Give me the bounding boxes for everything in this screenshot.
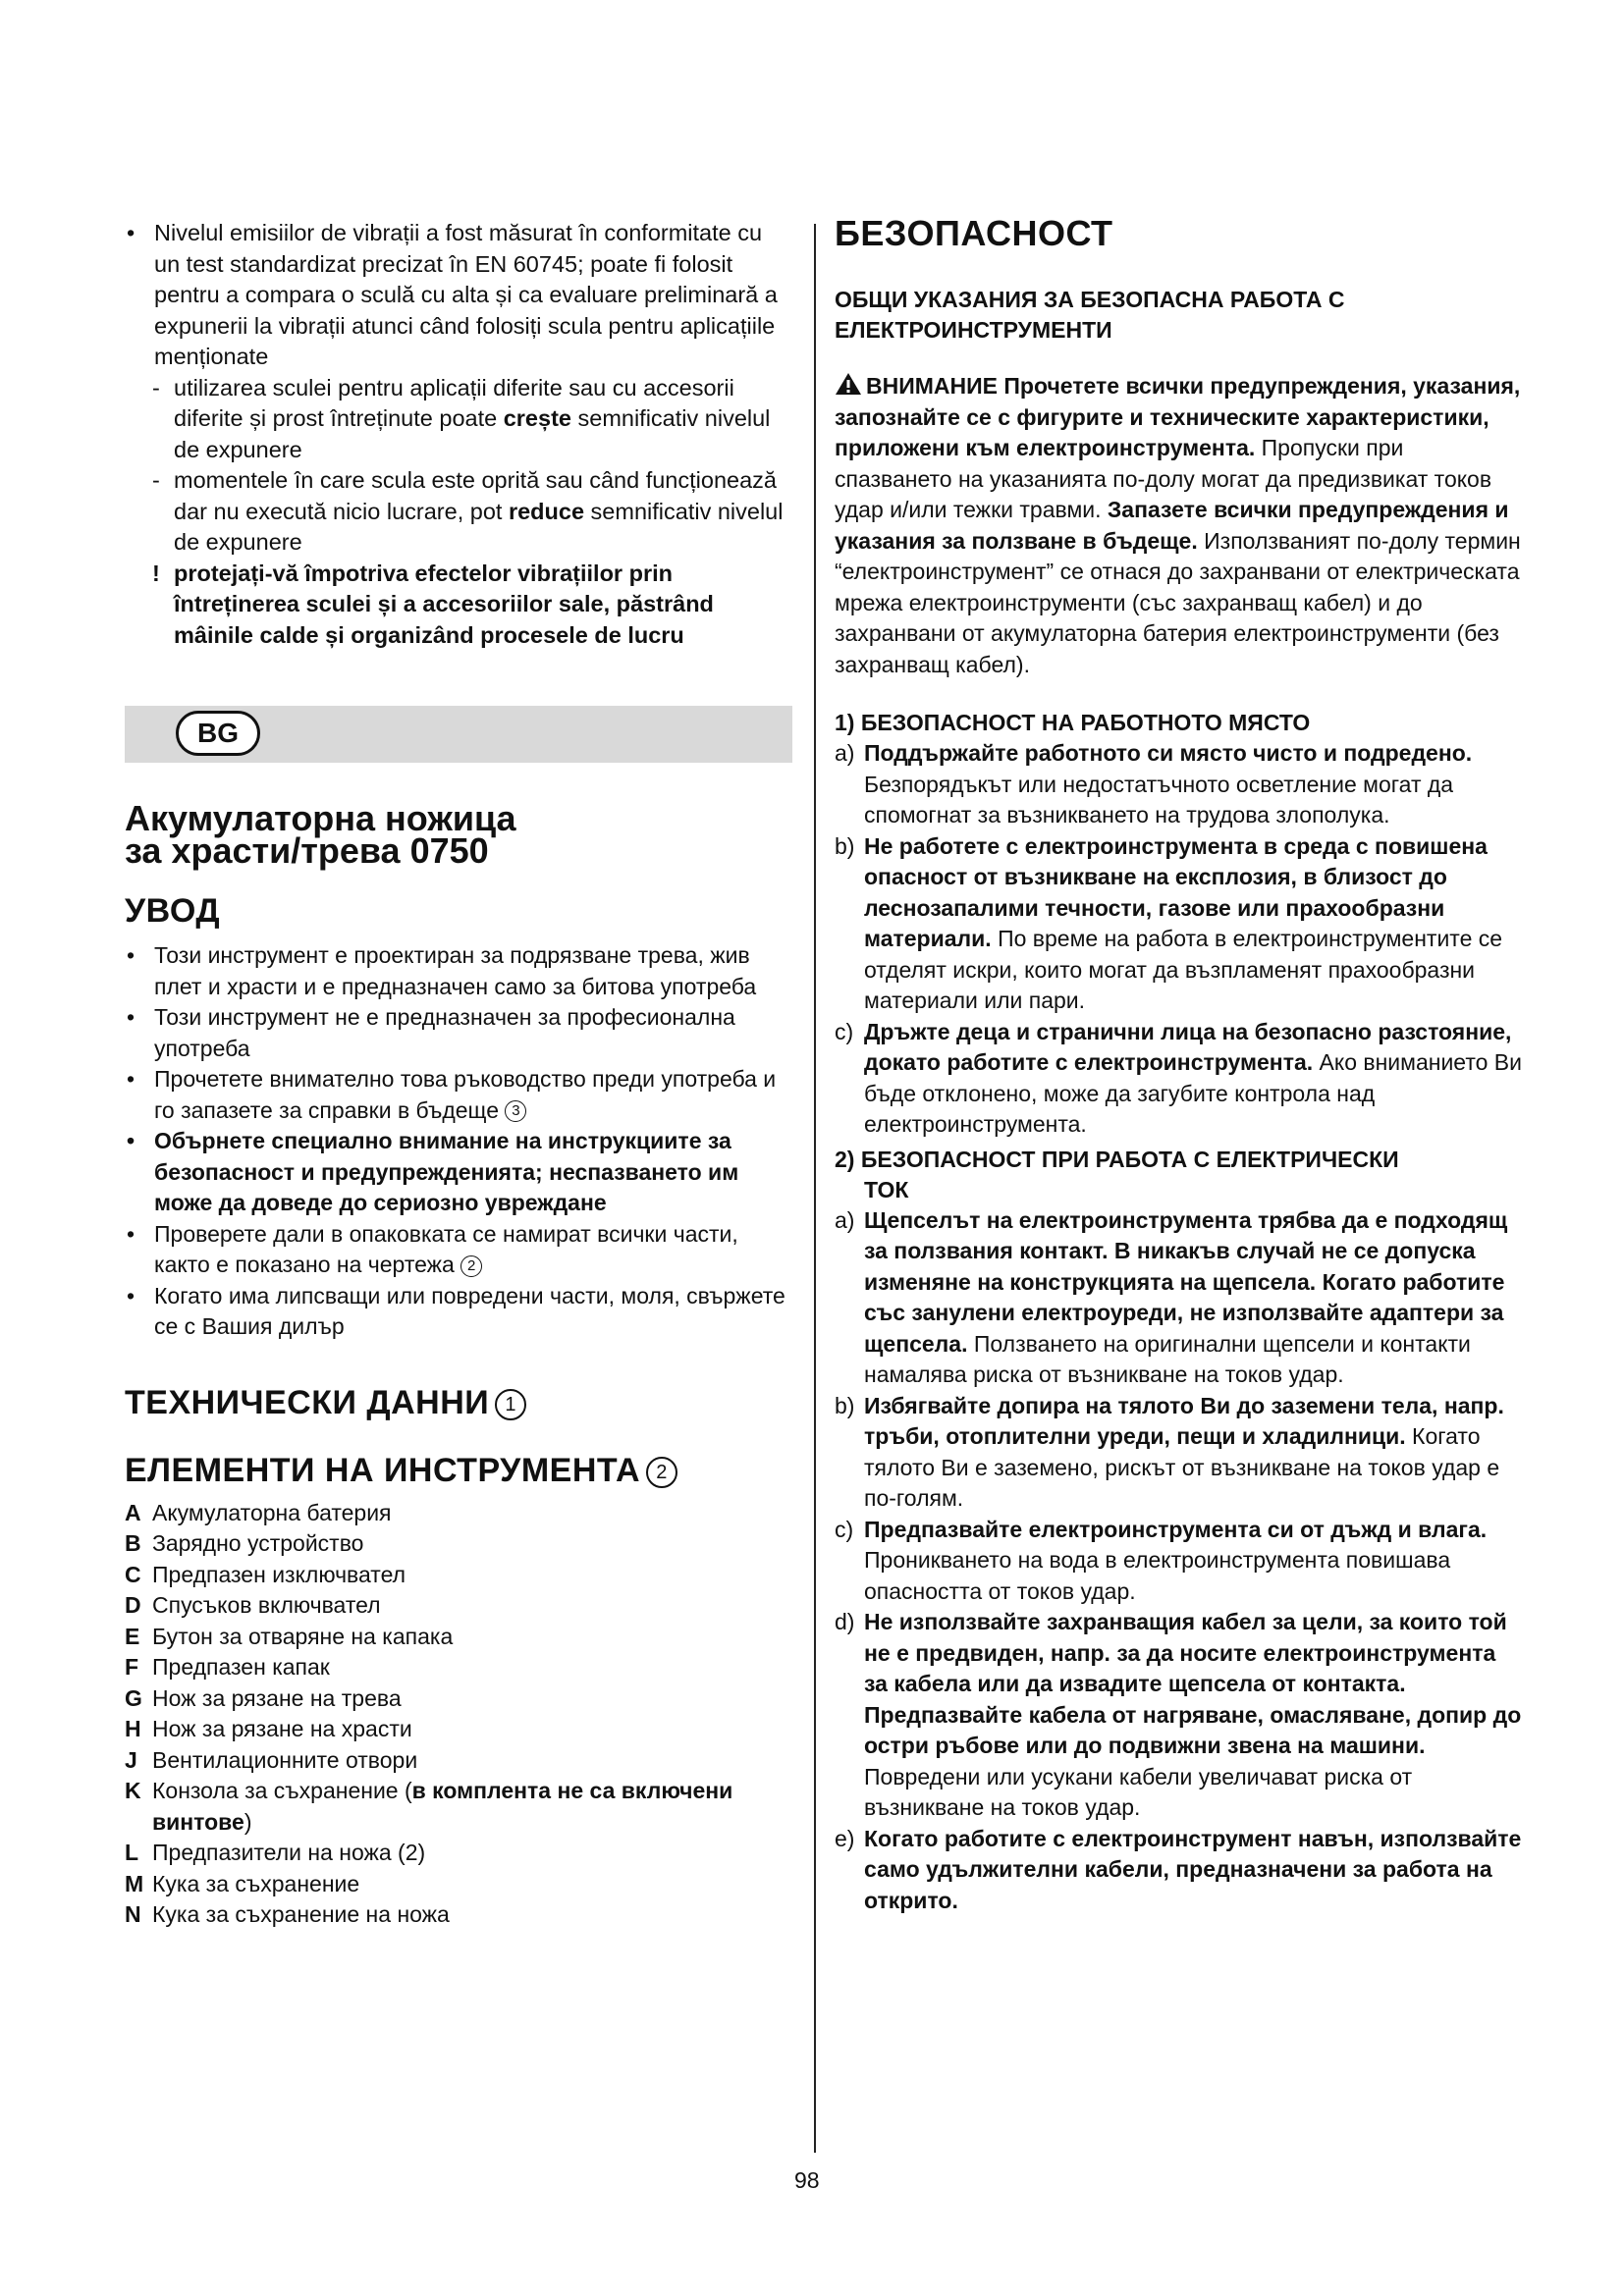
part-text: Акумулаторна батерия <box>152 1499 392 1525</box>
part-item <box>125 1899 792 1931</box>
column-divider <box>814 224 816 2153</box>
item-text: Когато тялото Ви е заземено, рискът от възникване на токов удар е по-голям. <box>864 1423 1500 1511</box>
part-letter: A <box>125 1499 141 1525</box>
warning-bold-2: Запазете всички предупреждения и указания за ползване в бъдеще. <box>835 497 1509 554</box>
list-item <box>835 1391 1522 1515</box>
general-safety-subtitle <box>835 285 1522 346</box>
part-text: Кука за съхранение на ножа <box>152 1901 450 1927</box>
romanian-vibration-notes <box>125 218 792 651</box>
figure-ref-2: 2 <box>460 1255 482 1277</box>
part-item <box>125 1622 792 1653</box>
electrical-heading-line1: 2) БЕЗОПАСНОСТ ПРИ РАБОТА С ЕЛЕКТРИЧЕСКИ <box>835 1146 1399 1172</box>
item-letter: b) <box>835 832 855 859</box>
exclamation-marker: ! <box>152 560 160 586</box>
item-letter: b) <box>835 1392 855 1418</box>
elements-heading <box>125 1452 792 1490</box>
list-item <box>835 1515 1522 1608</box>
part-letter: J <box>125 1746 137 1773</box>
part-letter: N <box>125 1901 141 1927</box>
ro-sub2-text: momentele în care scula este oprită sau când funcționează dar nu execută nicio lucrare, pot <box>174 467 777 524</box>
document-title <box>125 798 792 871</box>
item-letter: a) <box>835 740 855 766</box>
part-letter: B <box>125 1530 141 1556</box>
ro-sub1-text: utilizarea sculei pentru aplicații diferite sau cu accesorii diferite și prost întreținute poate <box>174 374 734 431</box>
item-letter: e) <box>835 1825 855 1851</box>
part-item <box>125 1745 792 1777</box>
electrical-safety-heading <box>835 1145 1522 1205</box>
electrical-safety-list <box>835 1205 1522 1917</box>
part-text: Вентилационните отвори <box>152 1746 418 1773</box>
item-bold-text: Не използвайте захранващия кабел за цели, за които той не е предвиден, напр. за да носите електроинструмента за кабела или да извадите щепсела от контакта. Предпазвайте кабела от нагряване, омасляване, допир до остри ръбове или до подвижни звена на машини. <box>864 1609 1522 1758</box>
intro-list <box>125 940 792 1343</box>
list-item <box>125 1281 792 1343</box>
safety-title: БЕЗОПАСНОСТ <box>835 213 1113 253</box>
warning-paragraph <box>835 371 1522 680</box>
part-text: Спусъков включвател <box>152 1592 381 1618</box>
intro-b2: Този инструмент не е предназначен за професионална употреба <box>154 1004 735 1061</box>
part-letter: L <box>125 1840 139 1865</box>
ro-warning-text: protejați-vă împotriva efectelor vibrațiilor prin întreținerea sculei și a accesoriilor sale, păstrând mâinile calde și organizând procesele de lucru <box>174 560 714 648</box>
intro-heading: УВОД <box>125 892 221 930</box>
item-bold-text: Когато работите с електроинструмент навън, използвайте само удължителни кабели, предназначени за работа на открито. <box>864 1825 1522 1913</box>
part-item <box>125 1683 792 1715</box>
list-item <box>125 1064 792 1126</box>
right-column <box>835 214 1522 1916</box>
item-bold-text: Поддържайте работното си място чисто и подредено. <box>864 740 1473 766</box>
document-title-line1: Акумулаторна ножица <box>125 798 516 838</box>
part-text: Нож за рязане на трева <box>152 1684 402 1711</box>
item-letter: a) <box>835 1206 855 1233</box>
page-number: 98 <box>794 2167 820 2193</box>
item-text: Ползването на оригинални щепсели и контакти намалява риска от възникване на токов удар. <box>864 1330 1471 1387</box>
ro-sub1-post: semnificativ nivelul de expunere <box>174 405 771 462</box>
part-item <box>125 1714 792 1745</box>
part-text: Кука за съхранение <box>152 1870 360 1896</box>
workplace-safety-list <box>835 738 1522 1141</box>
item-text: Проникването на вода в електроинструмента повишава опасността от токов удар. <box>864 1547 1451 1604</box>
list-item <box>125 465 792 559</box>
ro-sub2-post: semnificativ nivelul de expunere <box>174 498 784 555</box>
part-letter: D <box>125 1592 141 1618</box>
elements-heading-text: ЕЛЕМЕНТИ НА ИНСТРУМЕНТА <box>125 1451 641 1489</box>
part-text: Предпазители на ножа (2) <box>152 1840 426 1865</box>
part-letter: H <box>125 1716 141 1741</box>
subtitle-line1: ОБЩИ УКАЗАНИЯ ЗА БЕЗОПАСНА РАБОТА С <box>835 287 1345 312</box>
part-item <box>125 1838 792 1869</box>
list-item <box>125 1002 792 1064</box>
figure-ref-3: 3 <box>505 1100 526 1122</box>
item-letter: d) <box>835 1609 855 1634</box>
part-text: Конзола за съхранение ( <box>152 1778 412 1803</box>
intro-b4: Обърнете специално внимание на инструкциите за безопасност и предупрежденията; неспазването им може да доведе до сериозно увреждане <box>154 1128 739 1215</box>
workplace-safety-heading: 1) БЕЗОПАСНОСТ НА РАБОТНОТО МЯСТО <box>835 710 1311 735</box>
item-letter: c) <box>835 1516 854 1542</box>
parts-list <box>125 1498 792 1931</box>
list-item <box>125 1219 792 1281</box>
left-column <box>125 218 792 1931</box>
list-item <box>835 738 1522 831</box>
figure-ref-1: 1 <box>495 1389 526 1420</box>
list-item <box>125 940 792 1002</box>
part-text: Зарядно устройство <box>152 1530 364 1556</box>
language-badge: BG <box>176 711 260 756</box>
ro-sub1-bold: crește <box>503 405 571 431</box>
item-text: Безпорядъкът или недостатъчното осветление могат да спомогнат за възникването на трудова злополука. <box>864 771 1454 828</box>
intro-b5: Проверете дали в опаковката се намират всички части, както е показано на чертежа <box>154 1220 738 1277</box>
part-text: Предпазен капак <box>152 1654 330 1680</box>
part-letter: E <box>125 1623 140 1649</box>
part-letter: G <box>125 1684 142 1711</box>
figure-ref-2: 2 <box>646 1457 677 1488</box>
item-bold-text: Предпазвайте електроинструмента си от дъжд и влага. <box>864 1516 1488 1542</box>
list-item <box>125 373 792 466</box>
part-text: Предпазен изключвател <box>152 1561 406 1587</box>
intro-b3: Прочетете внимателно това ръководство преди употреба и го запазете за справки в бъдеще <box>154 1066 777 1123</box>
warning-bold-1: ВНИМАНИЕ Прочетете всички предупреждения, указания, запознайте се с фигурите и техническите характеристики, приложени към електроинструмента. <box>835 373 1521 460</box>
warning-text-2: Използваният по-долу термин “електроинструмент” се отнася до захранвани от електрическата мрежа електроинструменти (със захранващ кабел) и до захранвани от акумулаторна батерия електроинструменти (без захранващ кабел). <box>835 527 1521 677</box>
intro-b1: Този инструмент е проектиран за подрязване трева, жив плет и храсти и е предназначен само за битова употреба <box>154 942 757 999</box>
part-after-text: ) <box>244 1808 252 1835</box>
part-item <box>125 1560 792 1591</box>
part-text: Бутон за отваряне на капака <box>152 1623 454 1649</box>
list-item <box>125 218 792 373</box>
tech-data-heading <box>125 1384 792 1422</box>
item-bold-text: Избягвайте допира на тялото Ви до заземени тела, напр. тръби, отоплителни уреди, пещи и хладилници. <box>864 1392 1504 1449</box>
intro-b6: Когато има липсващи или повредени части, моля, свържете се с Вашия дилър <box>154 1282 785 1339</box>
item-text: Ако вниманието Ви бъде отклонено, може да загубите контрола над електроинструмента. <box>864 1049 1522 1137</box>
tech-data-heading-text: ТЕХНИЧЕСКИ ДАННИ <box>125 1383 490 1421</box>
item-bold-text: Не работете с електроинструмента в среда с повишена опасност от възникване на експлозия, в близост до леснозапалими течности, газове или прахообразни материали. <box>864 832 1488 951</box>
dash-marker: - <box>152 467 160 493</box>
part-letter: K <box>125 1778 141 1803</box>
list-item <box>835 1607 1522 1824</box>
part-item <box>125 1590 792 1622</box>
electrical-heading-line2: ТОК <box>864 1176 909 1202</box>
ro-sub2-bold: reduce <box>508 498 585 524</box>
dash-marker: - <box>152 374 160 400</box>
subtitle-line2: ЕЛЕКТРОИНСТРУМЕНТИ <box>835 317 1112 343</box>
part-letter: F <box>125 1654 139 1680</box>
warning-triangle-icon <box>835 372 862 396</box>
warning-text-1: Пропуски при спазването на указанията по-долу могат да предизвикат токов удар и/или тежки травми. <box>835 435 1492 522</box>
part-item <box>125 1869 792 1900</box>
ro-bullet-text: Nivelul emisiilor de vibrații a fost măsurat în conformitate cu un test standardizat precizat în EN 60745; poate fi folosit pentru a compara o sculă cu alta și ca evaluare preliminară a expunerii la vibrații atunci când folosiți scula pentru aplicațiile menționate <box>154 220 778 369</box>
list-item <box>835 1017 1522 1141</box>
list-item <box>835 831 1522 1017</box>
item-bold-text: Щепселът на електроинструмента трябва да е подходящ за ползвания контакт. В никакъв случай не се допуска изменяне на конструкцията на щепсела. Когато работите със занулени електроуреди, не използвайте адаптери за щепсела. <box>864 1206 1508 1357</box>
document-title-line2: за храсти/трева 0750 <box>125 830 489 871</box>
list-item <box>835 1205 1522 1391</box>
list-item <box>835 1824 1522 1917</box>
item-text: Повредени или усукани кабели увеличават риска от възникване на токов удар. <box>864 1763 1413 1820</box>
part-item <box>125 1652 792 1683</box>
item-letter: c) <box>835 1018 854 1044</box>
list-item <box>125 1126 792 1219</box>
item-bold-text: Дръжте деца и странични лица на безопасно разстояние, докато работите с електроинструмента. <box>864 1018 1512 1075</box>
part-item <box>125 1528 792 1560</box>
part-text: Нож за рязане на храсти <box>152 1716 412 1741</box>
part-letter: C <box>125 1561 141 1587</box>
part-item <box>125 1498 792 1529</box>
part-item <box>125 1776 792 1838</box>
item-text: По време на работа в електроинструментите се отделят искри, които могат да възпламенят прахообразни материали или пари. <box>864 926 1503 1013</box>
part-letter: M <box>125 1870 144 1896</box>
list-item <box>125 559 792 652</box>
language-band <box>125 706 792 763</box>
part-bold-text: в комплента не са включени винтове <box>152 1778 733 1835</box>
